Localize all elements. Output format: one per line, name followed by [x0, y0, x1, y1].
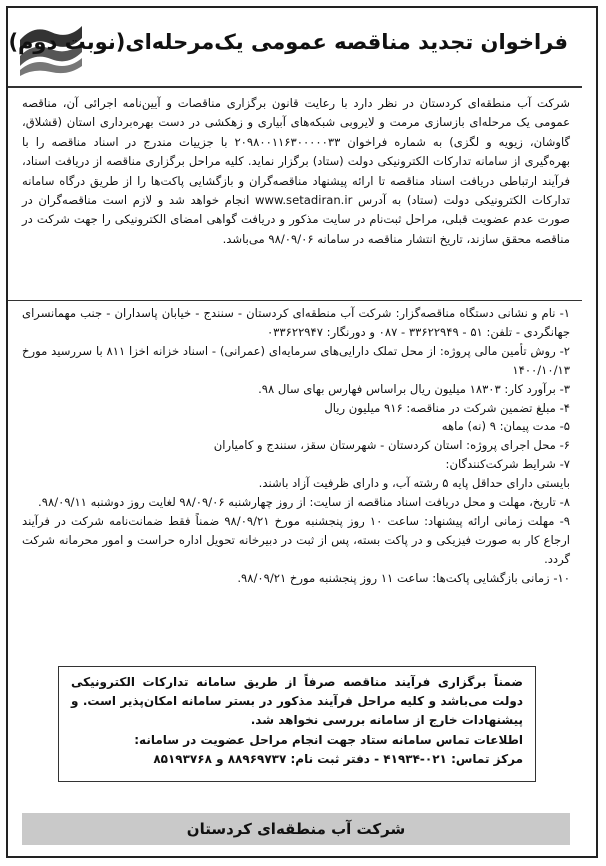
list-item: بایستی دارای حداقل پایه ۵ رشته آب، و دارای ظرفیت آزاد باشند.: [258, 476, 570, 491]
list-item: ۵- مدت پیمان: ۹ (نه) ماهه: [441, 419, 570, 434]
list-item: ۱- نام و نشانی دستگاه مناقصه‌گزار: شرکت آب منطقه‌ای کردستان - سنندج - خیابان پاسداران - جنب مهمانسرای جهانگردی - تلفن: ۵۱ - ۳۳۶۲۲۹۴۹ - ۰۸۷ و دورنگار: ۰۳۳۶۲۲۹۴۷: [22, 306, 570, 339]
list-item: ۱۰- زمانی بازگشایی پاکت‌ها: ساعت ۱۱ روز پنجشنبه مورخ ۹۸/۰۹/۲۱.: [237, 570, 570, 585]
box-line: ضمناً برگزاری فرآیند مناقصه صرفاً از طریق سامانه تدارکات الکترونیکی دولت می‌باشد و کلیه مراحل فرآیند مذکور در بستر سامانه امکان‌پذیر است. و پیشنهادات خارج از سامانه بررسی نخواهد شد.: [71, 675, 523, 728]
page-title: فراخوان تجدید مناقصه عمومی یک‌مرحله‌ای(نوبت دوم): [8, 30, 568, 54]
list-item: ۷- شرایط شرکت‌کنندگان:: [445, 457, 570, 472]
list-item: ۹- مهلت زمانی ارائه پیشنهاد: ساعت ۱۰ روز پنجشنبه مورخ ۹۸/۰۹/۲۱ ضمناً فقط ضمانت‌نامه شرکت در فرآیند ارجاع کار به صورت فیزیکی و در پاکت بسته، پس از ثبت در دبیرخانه تحویل اداره حراست و امور محرمانه شرکت گردد.: [22, 513, 570, 566]
notice-box: [58, 666, 536, 782]
list-item: ۸- تاریخ، مهلت و محل دریافت اسناد مناقصه از سایت: از روز چهارشنبه ۹۸/۰۹/۰۶ لغایت روز دوشنبه ۹۸/۰۹/۱۱.: [38, 495, 570, 510]
list-item: ۲- روش تأمین مالی پروژه: از محل تملک دارایی‌های سرمایه‌ای (عمرانی) - اسناد خزانه اخزا ۸۱۱ با سررسید مورخ ۱۴۰۰/۱۰/۱۳: [22, 343, 570, 377]
divider: [8, 86, 582, 88]
list-item: ۴- مبلغ تضمین شرکت در مناقصه: ۹۱۶ میلیون ریال: [324, 400, 570, 415]
intro-paragraph: شرکت آب منطقه‌ای کردستان در نظر دارد با رعایت قانون برگزاری مناقصات و آیین‌نامه اجرائی آن، مناقصه عمومی یک مرحله‌ای بازسازی مرمت و لایروبی شبکه‌های آبیاری و زهکشی در دست بهره‌برداری استان (قشلاق، گاوشان، زیویه و لگزی) به شماره فراخوان ۲۰۹۸۰۰۱۱۶۳۰۰۰۰۰۳۳ با جزییات مندرج در اسناد مناقصه را با بهره‌گیری از سامانه تدارکات الکترونیکی دولت (ستاد) برگزار نماید. کلیه مراحل برگزاری مناقصه از دریافت اسناد، فرآیند ارتباطی دریافت اسناد مناقصه تا ارائه پیشنهاد مناقصه‌گران و بازگشایی پاکت‌ها را از طریق درگاه سامانه تدارکات الکترونیکی دولت (ستاد) به آدرس www.setadiran.ir انجام خواهد شد و لازم است مناقصه‌گران در صورت عدم عضویت قبلی، مراحل ثبت‌نام در سایت مذکور و دریافت گواهی امضای الکترونیکی را جهت شرکت در مناقصه محقق سازند، تاریخ انتشار مناقصه در سامانه ۹۸/۰۹/۰۶ می‌باشد.: [22, 96, 570, 246]
divider: [8, 300, 582, 301]
list-item: ۳- برآورد کار: ۱۸۳۰۳ میلیون ریال براساس فهارس بهای سال ۹۸.: [258, 381, 570, 396]
list-item: ۶- محل اجرای پروژه: استان کردستان - شهرستان سقز، سنندج و کامیاران: [213, 438, 570, 453]
conditions-list: [22, 304, 570, 588]
header: [8, 8, 582, 86]
box-line: اطلاعات تماس سامانه ستاد جهت انجام مراحل عضویت در سامانه:: [134, 732, 523, 747]
footer-company-name: شرکت آب منطقه‌ای کردستان: [22, 813, 570, 845]
box-line: مرکز تماس: ۰۲۱-۴۱۹۳۴ - دفتر ثبت نام: ۸۸۹۶۹۷۳۷ و ۸۵۱۹۳۷۶۸: [153, 751, 523, 766]
